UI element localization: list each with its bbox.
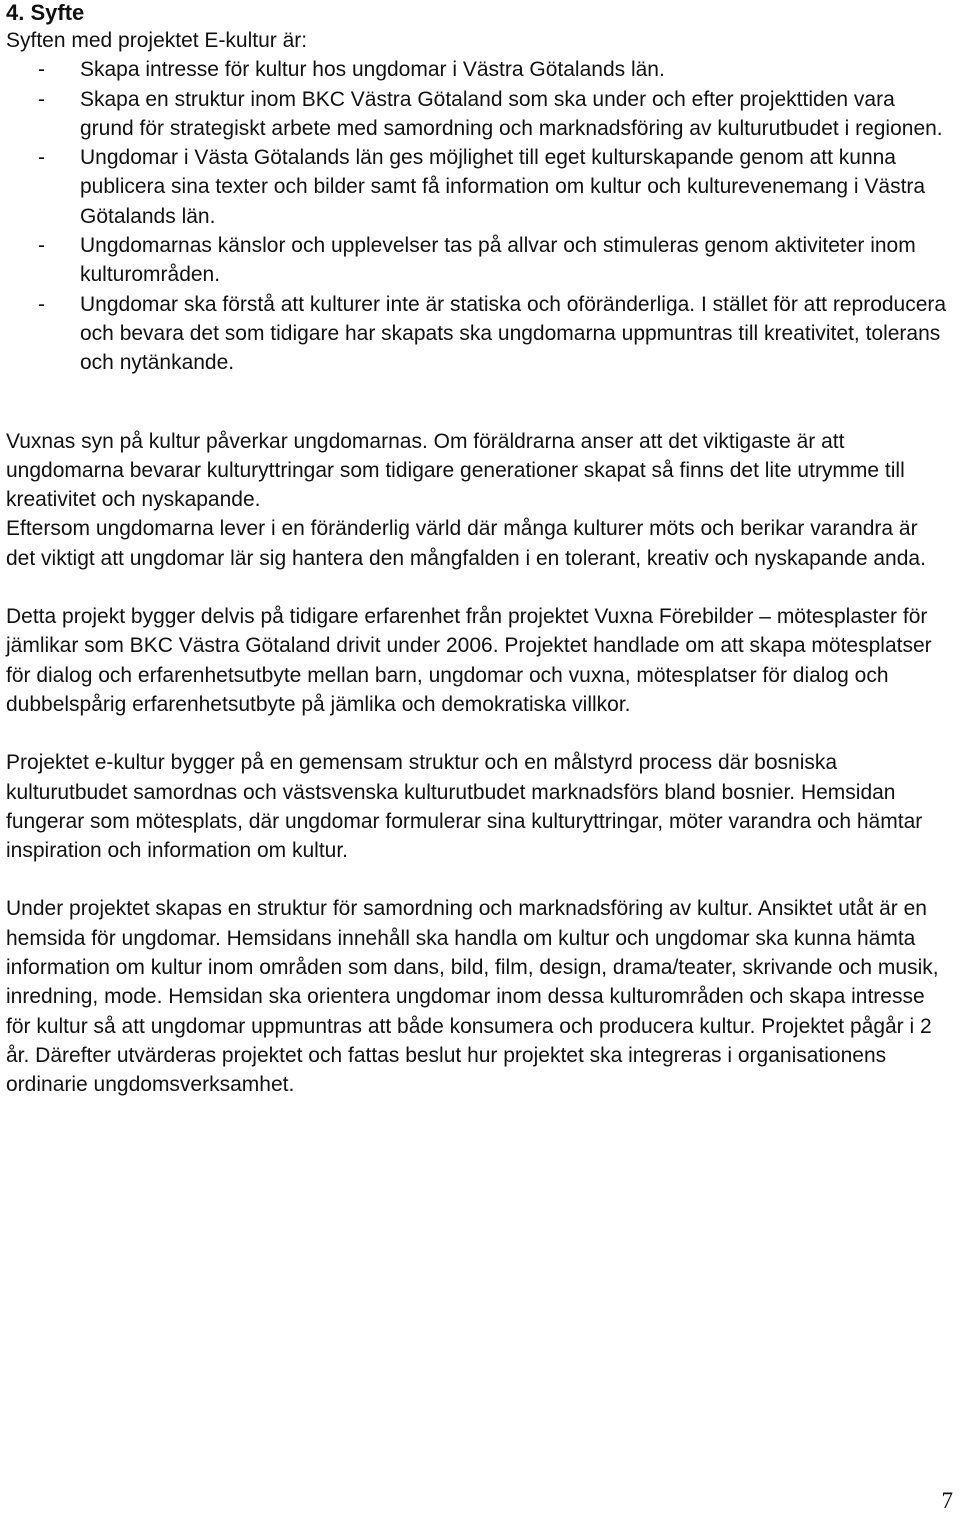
list-item: [6, 85, 951, 144]
list-item-text: Skapa intresse för kultur hos ungdomar i Västra Götalands län.: [80, 58, 665, 82]
list-item: [6, 290, 951, 378]
paragraph: Under projektet skapas en struktur för samordning och marknadsföring av kultur. Ansiktet utåt är en hemsida för ungdomar. Hemsidans innehåll ska handla om kultur och ungdomar ska kunna hämta information om kultur inom områden som dans, bild, film, design, drama/teater, skrivande och musik, inredning, mode. Hemsidan ska orientera ungdomar inom dessa kulturområden och skapa intresse för kultur så att ungdomar uppmuntras att både konsumera och producera kultur. Projektet pågår i 2 år. Därefter utvärderas projektet och fattas beslut hur projektet ska integreras i organisationens ordinarie ungdomsverksamhet.: [6, 897, 939, 1097]
paragraph: Detta projekt bygger delvis på tidigare erfarenhet från projektet Vuxna Förebilder – mötesplaster för jämlikar som BKC Västra Götaland drivit under 2006. Projektet handlade om att skapa mötesplatser för dialog och erfarenhetsutbyte mellan barn, ungdomar och vuxna, mötesplatser för dialog och dubbelspårig erfarenhetsutbyte på jämlika och demokratiska villkor.: [6, 605, 932, 716]
purpose-list: [6, 55, 951, 377]
page-number: 7: [941, 1488, 953, 1513]
list-item-text: Skapa en struktur inom BKC Västra Götaland som ska under och efter projekttiden vara grund för strategiskt arbete med samordning och marknadsföring av kulturutbudet i regionen.: [80, 87, 943, 140]
list-item: [6, 55, 951, 84]
bullet-dash: -: [38, 58, 45, 82]
paragraph: Vuxnas syn på kultur påverkar ungdomarnas. Om föräldrarna anser att det viktigaste är att ungdomarna bevarar kulturyttringar som tidigare generationer skapat så finns det lite utrymme till kreativitet och nyskapande.: [6, 429, 905, 512]
section-heading: 4. Syfte: [6, 0, 85, 25]
list-item: [6, 231, 951, 290]
bullet-dash: -: [38, 234, 45, 258]
document-page: [6, 0, 951, 1100]
list-item-text: Ungdomar ska förstå att kulturer inte är statiska och oföränderliga. I stället för att reproducera och bevara det som tidigare har skapats ska ungdomarna uppmuntras till kreativitet, tolerans och nytänkande.: [80, 292, 947, 375]
list-item-text: Ungdomar i Västa Götalands län ges möjlighet till eget kulturskapande genom att kunna publicera sina texter och bilder samt få information om kultur och kulturevenemang i Västra Götalands län.: [80, 146, 926, 228]
intro-text: Syften med projektet E-kultur är:: [6, 29, 308, 52]
bullet-dash: -: [38, 292, 45, 316]
bullet-dash: -: [38, 146, 45, 170]
list-item: [6, 143, 951, 231]
bullet-dash: -: [38, 87, 45, 111]
paragraph: Eftersom ungdomarna lever i en föränderlig värld där många kulturer möts och berikar varandra är det viktigt att ungdomar lär sig hantera den mångfalden i en tolerant, kreativ och nyskapande anda.: [6, 517, 926, 570]
paragraph: Projektet e-kultur bygger på en gemensam struktur och en målstyrd process där bosniska kulturutbudet samordnas och västsvenska kulturutbudet marknadsförs bland bosnier. Hemsidan fungerar som mötesplats, där ungdomar formulerar sina kulturyttringar, möter varandra och hämtar inspiration och information om kultur.: [6, 751, 923, 863]
list-item-text: Ungdomarnas känslor och upplevelser tas på allvar och stimuleras genom aktiviteter inom kulturområden.: [80, 234, 916, 287]
